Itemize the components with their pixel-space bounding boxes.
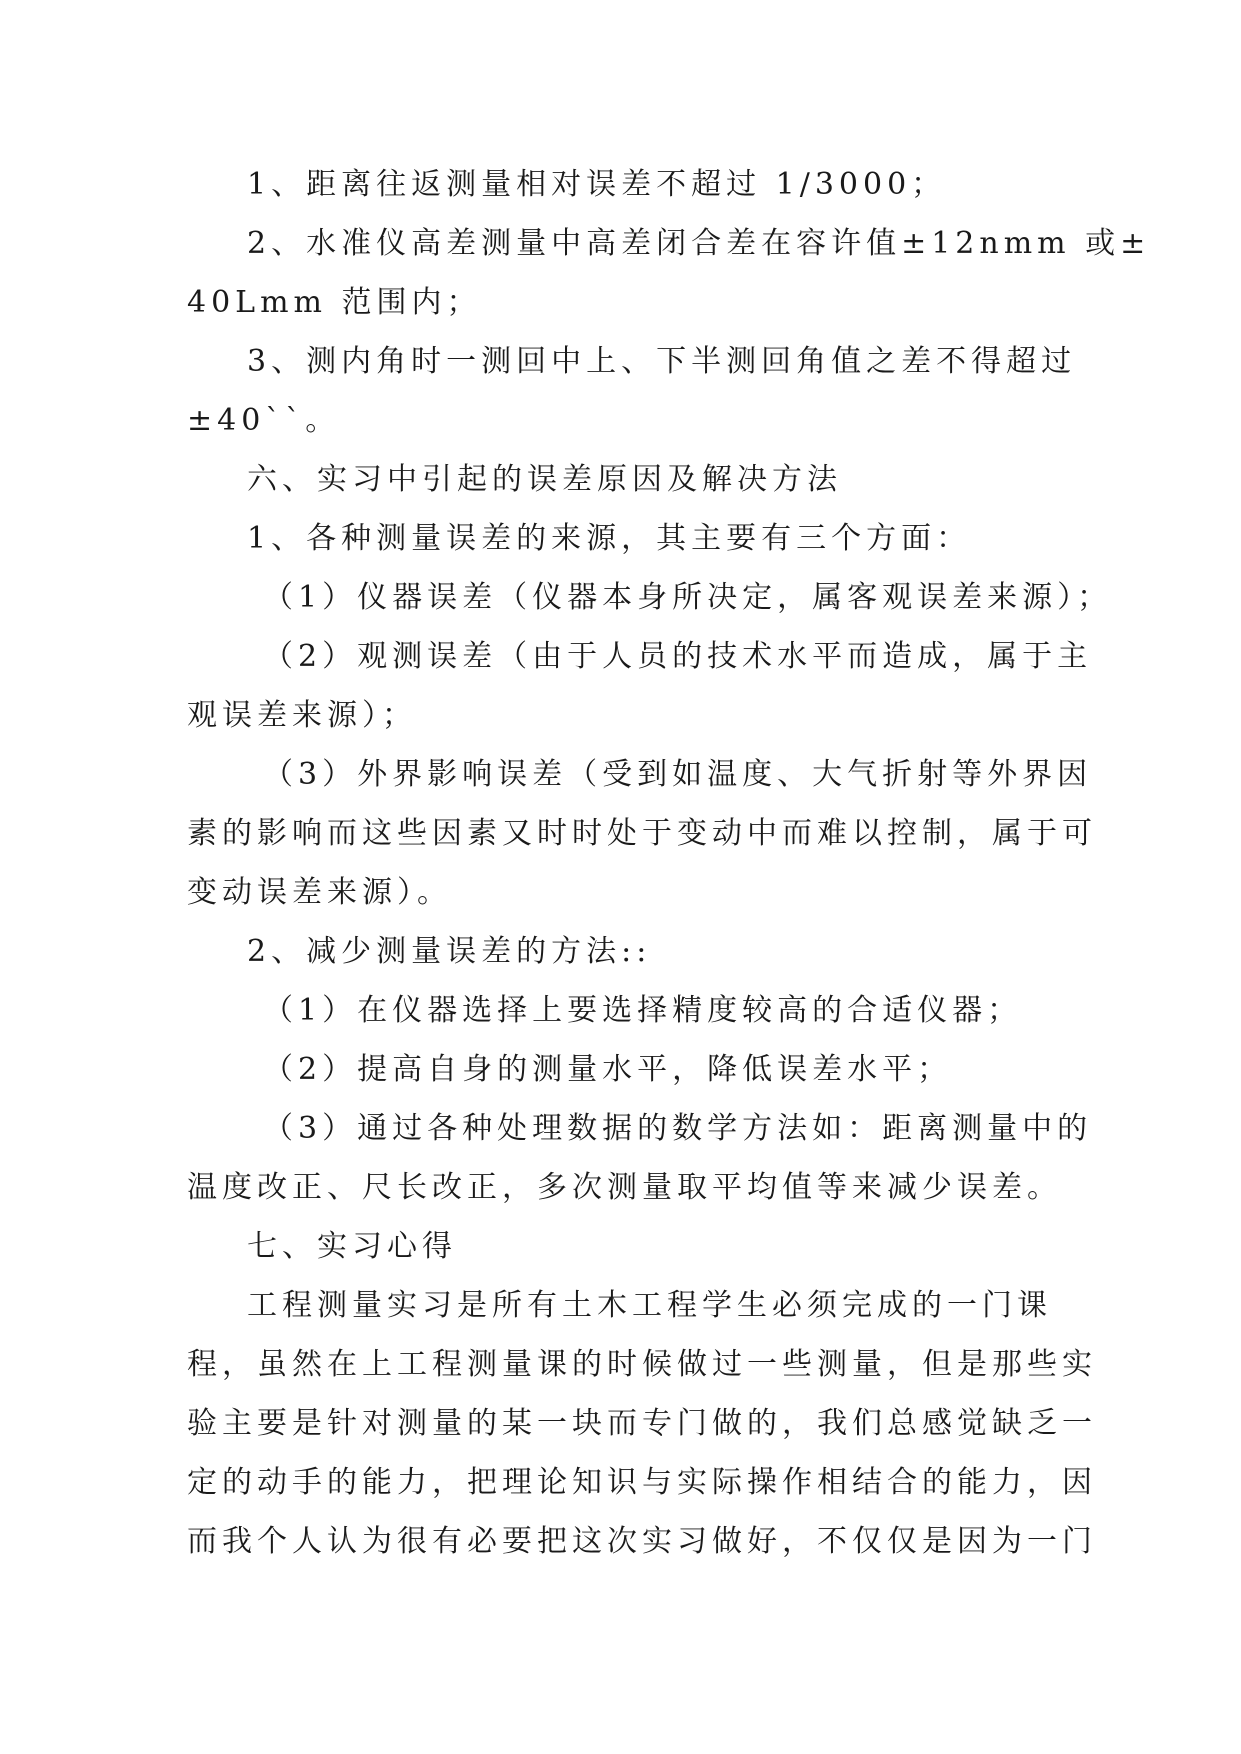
error-source-environment-cont2: 变动误差来源）。: [187, 875, 452, 910]
criterion-leveling: 2、水准仪高差测量中高差闭合差在容许值±12nmm 或±: [247, 226, 1151, 261]
error-reduction-instrument: （1）在仪器选择上要选择精度较高的合适仪器；: [263, 993, 1023, 1028]
section-heading-seven: 七、实习心得: [247, 1229, 457, 1264]
error-reduction-math-cont: 温度改正、尺长改正，多次测量取平均值等来减少误差。: [187, 1170, 1062, 1205]
error-reduction-math: （3）通过各种处理数据的数学方法如：距离测量中的: [263, 1111, 1093, 1146]
error-sources-intro: 1、各种测量误差的来源，其主要有三个方面：: [247, 521, 972, 556]
criterion-distance: 1、距离往返测量相对误差不超过 1/3000；: [247, 167, 947, 202]
error-source-instrument: （1）仪器误差（仪器本身所决定，属客观误差来源）；: [263, 580, 1113, 615]
reflection-paragraph-line3: 验主要是针对测量的某一块而专门做的，我们总感觉缺乏一: [187, 1406, 1097, 1441]
error-reduction-intro: 2、减少测量误差的方法::: [247, 934, 652, 969]
error-source-observation: （2）观测误差（由于人员的技术水平而造成，属于主: [263, 639, 1093, 674]
error-source-environment: （3）外界影响误差（受到如温度、大气折射等外界因: [263, 757, 1093, 792]
reflection-paragraph-line1: 工程测量实习是所有土木工程学生必须完成的一门课: [247, 1288, 1052, 1323]
body-text: [187, 155, 1151, 1571]
error-source-environment-cont1: 素的影响而这些因素又时时处于变动中而难以控制，属于可: [187, 816, 1097, 851]
criterion-angle: 3、测内角时一测回中上、下半测回角值之差不得超过: [247, 344, 1077, 379]
criterion-leveling-cont: 40Lmm 范围内；: [187, 285, 482, 320]
error-source-observation-cont: 观误差来源）；: [187, 698, 417, 733]
reflection-paragraph-line4: 定的动手的能力，把理论知识与实际操作相结合的能力，因: [187, 1465, 1097, 1500]
reflection-paragraph-line2: 程，虽然在上工程测量课的时候做过一些测量，但是那些实: [187, 1347, 1097, 1382]
criterion-angle-cont: ±40``。: [187, 403, 341, 438]
reflection-paragraph-line5: 而我个人认为很有必要把这次实习做好，不仅仅是因为一门: [187, 1524, 1097, 1559]
section-heading-six: 六、实习中引起的误差原因及解决方法: [247, 462, 842, 497]
error-reduction-skill: （2）提高自身的测量水平，降低误差水平；: [263, 1052, 953, 1087]
